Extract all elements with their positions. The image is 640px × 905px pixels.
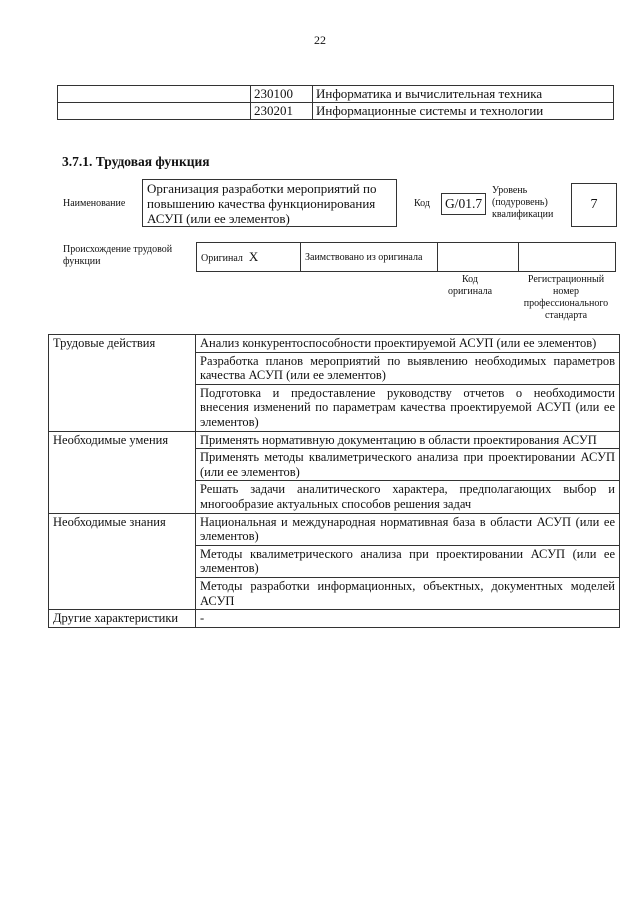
section-title: 3.7.1. Трудовая функция	[62, 154, 210, 169]
code-label: Код	[414, 198, 430, 209]
category-cell: Другие характеристики	[49, 610, 196, 628]
code-original-cell	[438, 243, 519, 272]
original-label: Оригинал	[201, 253, 243, 264]
category-cell: Необходимые знания	[49, 513, 196, 610]
function-name-box: Организация разработки мероприятий по повышению качества функционирования АСУП (или ее элементов)	[142, 179, 397, 227]
item-cell: Национальная и международная нормативная база в области АСУП (или ее элементов)	[196, 513, 620, 545]
table-row	[49, 431, 620, 449]
okso-code: 230100	[251, 86, 313, 103]
original-mark: X	[248, 249, 259, 264]
borrowed-cell: Заимствовано из оригинала	[301, 243, 438, 272]
okso-table	[57, 85, 614, 120]
page-number: 22	[314, 33, 326, 47]
category-cell: Необходимые умения	[49, 431, 196, 513]
okso-name: Информатика и вычислительная техника	[313, 86, 614, 103]
reg-number-cell	[519, 243, 616, 272]
reg-number-caption: Регистрационный номер профессионального стандарта	[523, 274, 609, 321]
item-cell: Методы квалиметрического анализа при проектировании АСУП (или ее элементов)	[196, 545, 620, 577]
okso-empty-cell	[58, 103, 251, 120]
origin-row	[197, 243, 616, 272]
okso-name: Информационные системы и технологии	[313, 103, 614, 120]
okso-row	[58, 86, 614, 103]
item-cell: -	[196, 610, 620, 628]
item-cell: Разработка планов мероприятий по выявлению необходимых параметров качества АСУП (или ее элементов)	[196, 352, 620, 384]
item-cell: Применять методы квалиметрического анализа при проектировании АСУП (или ее элементов)	[196, 449, 620, 481]
item-cell: Решать задачи аналитического характера, предполагающих выбор и многообразие актуальных способов решения задач	[196, 481, 620, 513]
item-cell: Анализ конкурентоспособности проектируемой АСУП (или ее элементов)	[196, 335, 620, 353]
code-value-box: G/01.7	[441, 193, 486, 215]
item-cell: Применять нормативную документацию в области проектирования АСУП	[196, 431, 620, 449]
function-details-table	[48, 334, 620, 628]
item-cell: Подготовка и предоставление руководству отчетов о необходимости внесения изменений по параметрам качества проектируемой АСУП (или ее элементов)	[196, 384, 620, 431]
name-label: Наименование	[63, 198, 126, 209]
original-cell	[197, 243, 301, 272]
item-cell: Методы разработки информационных, объектных, документных моделей АСУП	[196, 577, 620, 609]
okso-code: 230201	[251, 103, 313, 120]
level-value-box: 7	[571, 183, 617, 227]
table-row	[49, 335, 620, 353]
table-row	[49, 610, 620, 628]
table-row	[49, 513, 620, 545]
category-cell: Трудовые действия	[49, 335, 196, 432]
origin-table	[196, 242, 616, 272]
code-original-caption: Код оригинала	[447, 274, 493, 297]
okso-row	[58, 103, 614, 120]
level-label: Уровень (подуровень) квалификации	[492, 185, 554, 220]
origin-label: Происхождение трудовой функции	[63, 244, 173, 267]
okso-empty-cell	[58, 86, 251, 103]
